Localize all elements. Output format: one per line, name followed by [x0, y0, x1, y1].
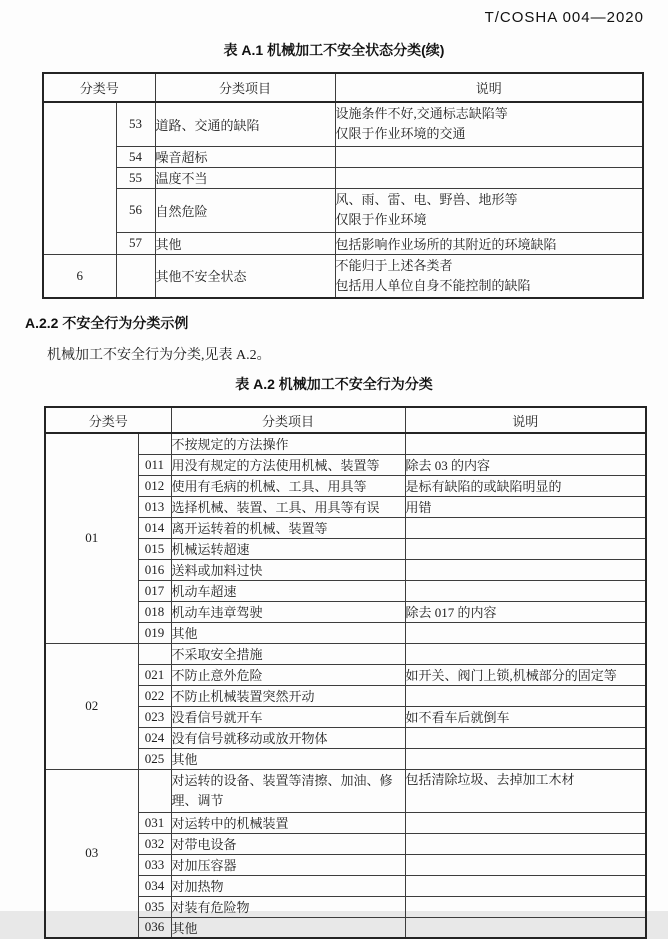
cell-code: 035 [138, 896, 171, 917]
cell-code: 011 [138, 454, 171, 475]
cell-desc [405, 812, 646, 833]
cell-desc [405, 748, 646, 769]
cell-item: 使用有毛病的机械、工具、用具等 [171, 475, 405, 496]
cell-desc [405, 727, 646, 748]
cell-item: 其他不安全状态 [155, 254, 335, 298]
cell-major: 6 [43, 254, 116, 298]
cell-desc [335, 167, 643, 188]
cell-code: 019 [138, 622, 171, 643]
cell-desc [405, 559, 646, 580]
desc-line: 设施条件不好,交通标志缺陷等 [335, 106, 508, 122]
cell-code: 023 [138, 706, 171, 727]
cell-item: 对加热物 [171, 875, 405, 896]
table-a1 [42, 72, 644, 299]
cell-item: 不防止机械装置突然开动 [171, 685, 405, 706]
cell-item: 噪音超标 [155, 146, 335, 167]
table-row [43, 167, 643, 188]
cell-desc [405, 580, 646, 601]
table-a1-caption: 表 A.1 机械加工不安全状态分类(续) [223, 42, 445, 58]
cell-item: 机动车违章驾驶 [171, 601, 405, 622]
cell-item: 选择机械、装置、工具、用具等有误 [171, 496, 405, 517]
cell-desc [405, 643, 646, 664]
cell-desc [405, 769, 646, 812]
column-header-num: 分类号 [45, 407, 171, 433]
cell-item: 没有信号就移动或放开物体 [171, 727, 405, 748]
cell-code: 014 [138, 517, 171, 538]
cell-item: 不防止意外危险 [171, 664, 405, 685]
cell-code: 012 [138, 475, 171, 496]
cell-code [138, 433, 171, 454]
item-line: 对运转的设备、装置等清擦、加油、修理、调节 [171, 772, 393, 808]
cell-desc [335, 102, 643, 146]
document-number: T/COSHA 004—2020 [484, 9, 644, 26]
table-a2-header-row [45, 407, 646, 433]
cell-code: 54 [116, 146, 155, 167]
cell-desc [405, 433, 646, 454]
cell-code [138, 769, 171, 812]
table-row [43, 102, 643, 146]
cell-desc [405, 622, 646, 643]
cell-desc [405, 854, 646, 875]
table-row [43, 188, 643, 232]
table-row [45, 643, 646, 664]
cell-item: 机动车超速 [171, 580, 405, 601]
section-heading: A.2.2 不安全行为分类示例 [25, 315, 189, 331]
cell-desc: 包括影响作业场所的其附近的环境缺陷 [335, 232, 643, 254]
cell-code: 55 [116, 167, 155, 188]
cell-desc: 如开关、阀门上锁,机械部分的固定等 [405, 664, 646, 685]
cell-desc: 除去 03 的内容 [405, 454, 646, 475]
cell-desc [335, 188, 643, 232]
cell-item: 没看信号就开车 [171, 706, 405, 727]
cell-item: 离开运转着的机械、装置等 [171, 517, 405, 538]
cell-desc: 用错 [405, 496, 646, 517]
cell-code: 022 [138, 685, 171, 706]
cell-desc: 如不看车后就倒车 [405, 706, 646, 727]
cell-item: 其他 [155, 232, 335, 254]
cell-code: 017 [138, 580, 171, 601]
table-row [43, 254, 643, 298]
cell-code: 021 [138, 664, 171, 685]
cell-item: 机械运转超速 [171, 538, 405, 559]
cell-item: 不按规定的方法操作 [171, 433, 405, 454]
cell-code: 015 [138, 538, 171, 559]
cell-code: 53 [116, 102, 155, 146]
table-row [45, 433, 646, 454]
cell-item: 温度不当 [155, 167, 335, 188]
cell-desc: 是标有缺陷的或缺陷明显的 [405, 475, 646, 496]
cell-code: 018 [138, 601, 171, 622]
cell-major-group: 01 [45, 433, 138, 643]
table-a1-header-row [43, 73, 643, 102]
cell-code: 032 [138, 833, 171, 854]
desc-line: 仅限于作业环境 [335, 212, 427, 227]
table-row [43, 146, 643, 167]
desc-line: 风、雨、雷、电、野兽、地形等 [335, 192, 518, 207]
cell-code: 025 [138, 748, 171, 769]
desc-line: 不能归于上述各类者 [335, 257, 453, 273]
cell-code: 031 [138, 812, 171, 833]
column-header-desc: 说明 [405, 407, 646, 433]
table-a2 [44, 406, 647, 939]
cell-item: 不采取安全措施 [171, 643, 405, 664]
cell-major-group: 02 [45, 643, 138, 769]
cell-item [171, 769, 405, 812]
cell-code: 034 [138, 875, 171, 896]
cell-desc [405, 917, 646, 938]
cell-desc [405, 517, 646, 538]
cell-desc: 除去 017 的内容 [405, 601, 646, 622]
cell-code: 56 [116, 188, 155, 232]
intro-paragraph: 机械加工不安全行为分类,见表 A.2。 [47, 348, 271, 363]
table-a2-caption: 表 A.2 机械加工不安全行为分类 [235, 376, 433, 392]
cell-item: 用没有规定的方法使用机械、装置等 [171, 454, 405, 475]
table-row [43, 232, 643, 254]
cell-item: 对加压容器 [171, 854, 405, 875]
cell-code [138, 643, 171, 664]
table-row [45, 769, 646, 812]
cell-code: 036 [138, 917, 171, 938]
cell-item: 道路、交通的缺陷 [155, 102, 335, 146]
cell-item: 其他 [171, 748, 405, 769]
cell-desc [335, 146, 643, 167]
desc-line: 包括清除垃圾、去掉加工木材 [405, 771, 575, 787]
cell-desc [405, 538, 646, 559]
cell-code: 033 [138, 854, 171, 875]
cell-desc [335, 254, 643, 298]
cell-major-group: 03 [45, 769, 138, 938]
cell-item: 送料或加料过快 [171, 559, 405, 580]
column-header-num: 分类号 [43, 73, 155, 102]
column-header-item: 分类项目 [171, 407, 405, 433]
cell-code: 013 [138, 496, 171, 517]
cell-code: 57 [116, 232, 155, 254]
cell-desc [405, 896, 646, 917]
cell-item: 对带电设备 [171, 833, 405, 854]
cell-desc [405, 875, 646, 896]
cell-code: 016 [138, 559, 171, 580]
cell-item: 自然危险 [155, 188, 335, 232]
cell-desc [405, 833, 646, 854]
column-header-item: 分类项目 [155, 73, 335, 102]
cell-item: 其他 [171, 917, 405, 938]
cell-desc [405, 685, 646, 706]
cell-item: 其他 [171, 622, 405, 643]
desc-line: 包括用人单位自身不能控制的缺陷 [335, 277, 531, 293]
cell-major-empty [43, 102, 116, 254]
cell-code: 024 [138, 727, 171, 748]
cell-code-empty [116, 254, 155, 298]
desc-line: 仅限于作业环境的交通 [335, 126, 466, 142]
column-header-desc: 说明 [335, 73, 643, 102]
cell-item: 对运转中的机械装置 [171, 812, 405, 833]
cell-item: 对装有危险物 [171, 896, 405, 917]
